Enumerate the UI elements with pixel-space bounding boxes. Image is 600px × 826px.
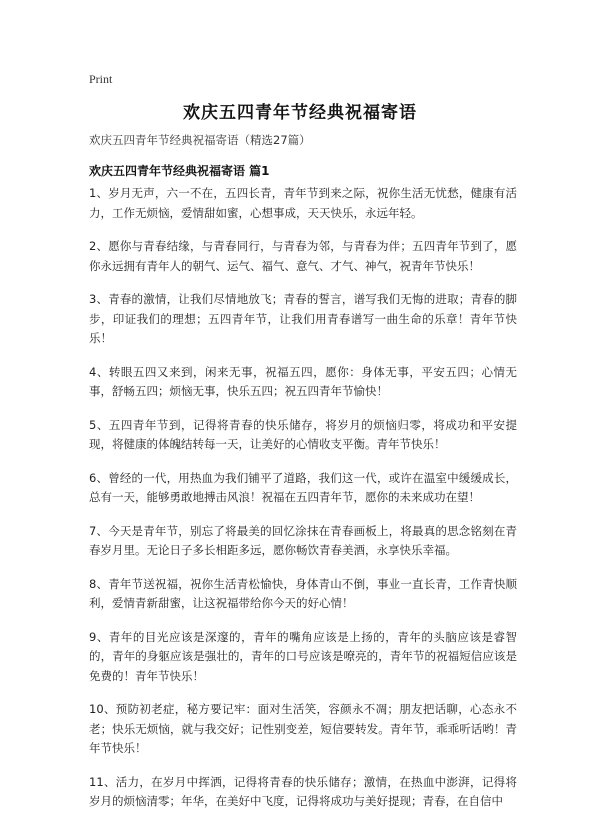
paragraph-3: 3、青春的激情，让我们尽情地放飞；青春的誓言，谱写我们无悔的进取；青春的脚步，印证我们的理想；五四青年节，让我们用青春谱写一曲生命的乐章！青年节快乐！ [89,292,517,345]
subtitle: 欢庆五四青年节经典祝福寄语（精选27篇） [89,133,311,147]
paragraph-6: 6、曾经的一代，用热血为我们铺平了道路，我们这一代，或许在温室中缓缓成长，总有一天，能够勇敢地搏击风浪！祝福在五四青年节，愿你的未来成功在望！ [89,470,517,504]
paragraph-8: 8、青年节送祝福，祝你生活青松愉快，身体青山不倒，事业一直长青，工作青快顺利，爱情青新甜蜜，让这祝福带给你今天的好心情！ [89,576,517,610]
paragraph-1: 1、岁月无声，六一不在，五四长青，青年节到来之际，祝你生活无忧愁，健康有活力，工作无烦恼，爱情甜如蜜，心想事成，天天快乐，永远年轻。 [89,186,517,220]
paragraph-7: 7、今天是青年节，别忘了将最美的回忆涂抹在青春画板上，将最真的思念铭刻在青春岁月里。无论日子多长相距多远，愿你畅饮青春美酒，永享快乐幸福。 [89,523,517,557]
section-heading: 欢庆五四青年节经典祝福寄语 篇1 [89,164,270,178]
paragraph-10: 10、预防初老症，秘方要记牢：面对生活笑，容颜永不凋；朋友把话聊，心态永不老；快乐无烦恼，就与我交好；记性别变差，短信要转发。青年节，乖乖听话哟！青年节快乐！ [89,702,517,755]
page-title: 欢庆五四青年节经典祝福寄语 [183,103,417,123]
body-text [89,184,517,826]
print-label: Print [89,72,113,86]
paragraph-4: 4、转眼五四又来到，闲来无事，祝福五四，愿你：身体无事，平安五四；心情无事，舒畅五四；烦恼无事，快乐五四；祝五四青年节愉快！ [89,364,517,398]
paragraph-2: 2、愿你与青春结缘，与青春同行，与青春为邻，与青春为伴；五四青年节到了，愿你永远拥有青年人的朝气、运气、福气、意气、才气、神气，祝青年节快乐！ [89,239,517,273]
paragraph-11: 11、活力，在岁月中挥洒，记得将青春的快乐储存；激情，在热血中澎湃，记得将岁月的烦恼清零；年华，在美好中飞度，记得将成功与美好提现；青春，在自信中 [89,774,517,808]
paragraph-9: 9、青年的目光应该是深邃的，青年的嘴角应该是上扬的，青年的头脑应该是睿智的，青年的身躯应该是强壮的，青年的口号应该是嘹亮的，青年节的祝福短信应该是免费的！青年节快乐！ [89,629,517,683]
paragraph-5: 5、五四青年节到，记得将青春的快乐储存，将岁月的烦恼归零，将成功和平安提现，将健康的体魄结转每一天，让美好的心情收支平衡。青年节快乐！ [89,417,517,451]
